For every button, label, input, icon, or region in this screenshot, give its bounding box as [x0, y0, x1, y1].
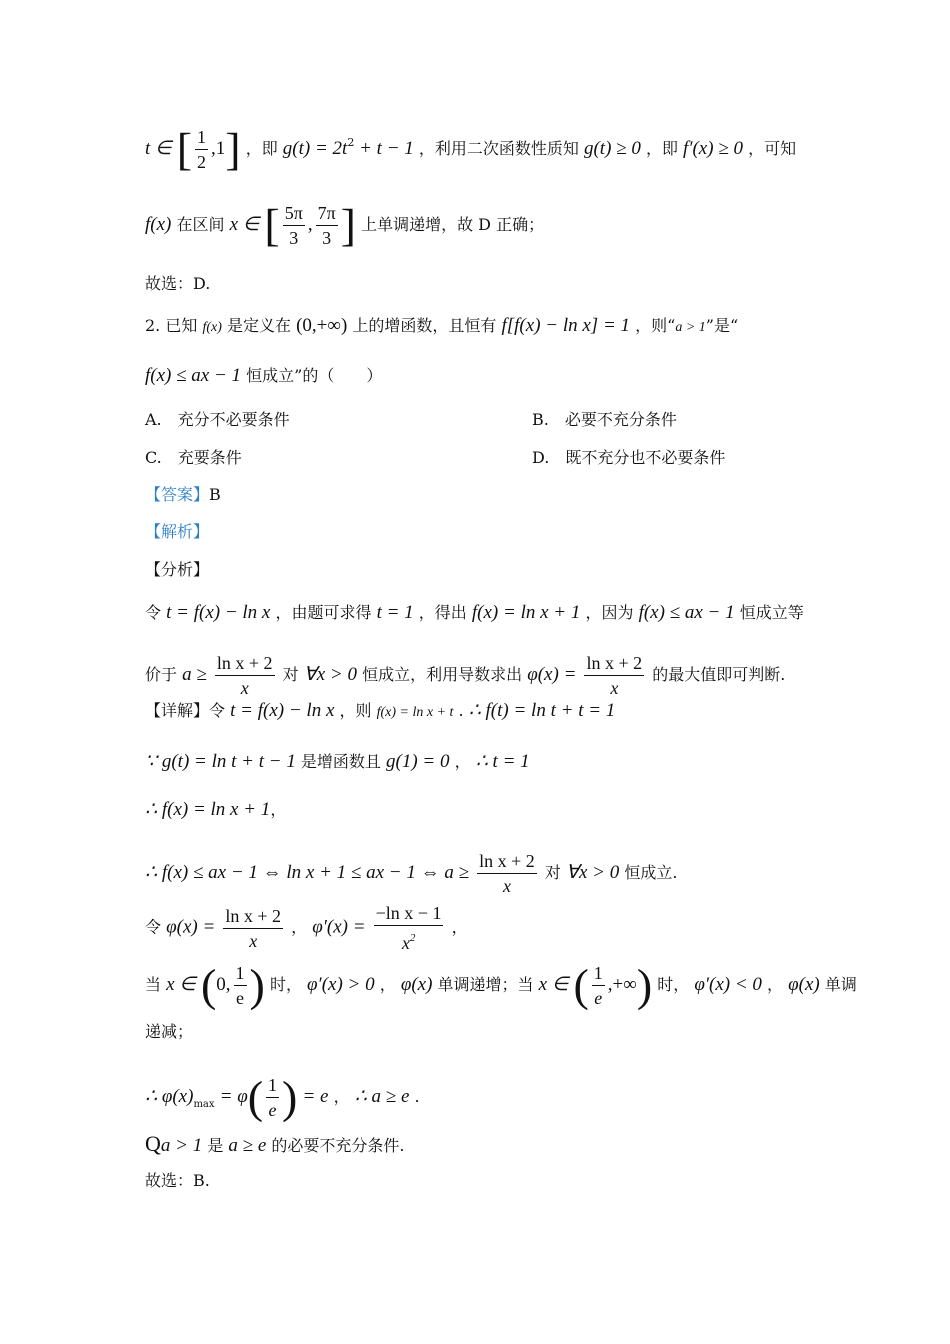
fraction-7pi-3: $\frac{7\pi}{3}$ — [317, 203, 336, 248]
detail-line1: 【详解】令 t = f(x) − ln x ，则 f(x) = ln x + t . ∴ f(t) = ln t + t = 1 — [145, 700, 616, 721]
fraction-half: $\frac{1}{2}$ — [197, 127, 207, 172]
detail-line9: Qa > 1 是 a ≥ e 的必要不充分条件. — [145, 1131, 405, 1156]
fenxi-line1: 令 t = f(x) − ln x ，由题可求得 t = 1 ，得出 f(x) = ln x + 1 ，因为 f(x) ≤ ax − 1 恒成立等 — [145, 602, 804, 623]
answer-label: 【答案】 — [145, 485, 210, 504]
math-t-in: t ∈ — [145, 138, 172, 159]
detail-line7: 递减； — [145, 1022, 194, 1041]
bracket-left: [ — [176, 123, 193, 175]
choice-d-line: 故选：D. — [145, 274, 211, 293]
detail-line3: ∴ f(x) = ln x + 1， — [145, 799, 287, 820]
option-d: D. 既不充分也不必要条件 — [532, 448, 726, 467]
option-c: C. 充要条件 — [145, 448, 242, 467]
analysis-label: 【解析】 — [145, 522, 210, 541]
detail-line5: 令 φ(x) = $\frac{\text{ln x + 2}}{x}$ ， φ′(x) = $\frac{\text{−ln x − 1}}{x^2}$ ， — [145, 903, 468, 953]
fenxi-line2: 价于 a ≥ $\frac{\text{ln x + 2}}{x}$ 对 ∀x > 0 恒成立，利用导数求出 φ(x) = $\frac{\text{ln x + 2}}{x}$ 的最大值即可判断. — [145, 653, 786, 698]
line-t-interval: t ∈ [ $\frac{1}{2}$ ,1] ，即 $g(t) = 2t^2 + t - 1$ ，利用二次函数性质知 g(t) ≥ 0 ，即 f′(x) ≥ 0 ，可知 — [145, 123, 797, 175]
detail-line4: ∴ f(x) ≤ ax − 1 ⇔ ln x + 1 ≤ ax − 1 ⇔ a ≥ $\frac{\text{ln x + 2}}{x}$ 对 ∀x > 0 恒成立. — [145, 851, 678, 896]
question-2-line1: 2. 已知 f(x) 是定义在 (0,+∞) 上的增函数，且恒有 f[f(x) − ln x] = 1 ，则“a > 1”是“ — [145, 315, 739, 336]
answer-value: B — [209, 485, 221, 504]
question-2-line2: f(x) ≤ ax − 1 恒成立”的（ ） — [145, 365, 383, 386]
detail-label: 【详解】 — [145, 701, 210, 720]
detail-line2: ∵ g(t) = ln t + t − 1 是增函数且 g(1) = 0 ， ∴ t = 1 — [145, 751, 530, 772]
fraction-5pi-3: $\frac{5\pi}{3}$ — [284, 203, 303, 248]
line-monotone-interval: f(x) 在区间 x ∈ [ $\frac{5\pi}{3}$ , $\frac{7\pi}{3}$ ] 上单调递增，故 D 正确； — [145, 199, 545, 251]
option-a: A. 充分不必要条件 — [145, 410, 290, 429]
detail-line10: 故选：B. — [145, 1171, 210, 1190]
answer-line — [145, 485, 221, 505]
detail-line6: 当 x ∈ (0, $\frac{1}{e}$ ) 时， φ′(x) > 0 ， φ(x) 单调递增；当 x ∈ ( $\frac{1}{e}$ ,+∞) 时， φ′(x) < 0 ， φ(x) 单调 — [145, 959, 857, 1011]
bracket-right: ] — [225, 123, 241, 175]
fenxi-label: 【分析】 — [145, 560, 210, 579]
option-b: B. 必要不充分条件 — [532, 410, 677, 429]
detail-line8: ∴ $\varphi(x)_{max} = \varphi$( $\frac{1}{e}$ ) = e ， ∴ a ≥ e . — [145, 1071, 420, 1123]
